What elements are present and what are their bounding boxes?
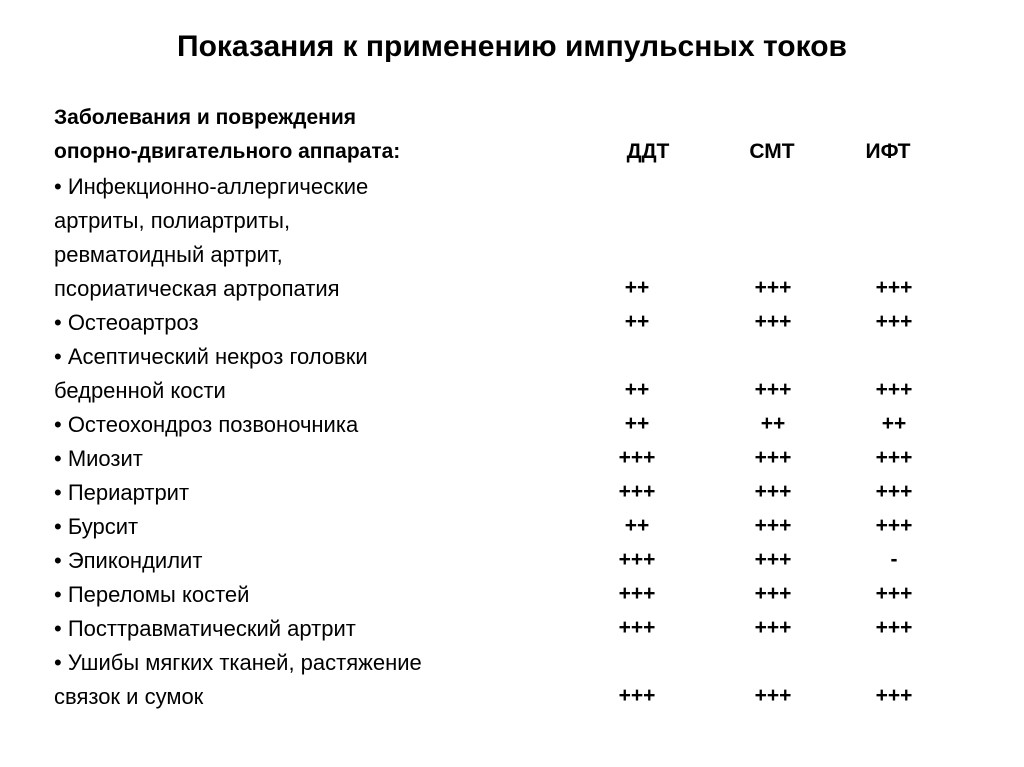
row-1-value-smt: +++: [754, 310, 792, 333]
row-10-line-0: • Ушибы мягких тканей, растяжение: [54, 650, 422, 675]
row-2-value-ift: +++: [875, 378, 913, 401]
row-0-value-smt: +++: [754, 276, 792, 299]
row-2-value-smt: +++: [754, 378, 792, 401]
row-6-value-smt: +++: [754, 514, 792, 537]
row-7-value-smt: +++: [754, 548, 792, 571]
row-0-line-0: • Инфекционно-аллергические: [54, 174, 369, 199]
row-9-value-smt: +++: [754, 616, 792, 639]
row-4-value-ddt: +++: [618, 446, 656, 469]
row-8-line-0: • Переломы костей: [54, 582, 250, 607]
row-5-line-0: • Периартрит: [54, 480, 190, 505]
row-3-value-smt: ++: [760, 412, 786, 435]
row-4-value-smt: +++: [754, 446, 792, 469]
row-1-value-ddt: ++: [624, 310, 650, 333]
row-5-value-smt: +++: [754, 480, 792, 503]
row-9-value-ddt: +++: [618, 616, 656, 639]
row-7-line-0: • Эпикондилит: [54, 548, 203, 573]
section-heading-line2: опорно-двигательного аппарата:: [54, 140, 401, 163]
row-6-line-0: • Бурсит: [54, 514, 139, 539]
row-0-line-1: артриты, полиартриты,: [54, 208, 291, 233]
row-2-line-1: бедренной кости: [54, 378, 226, 403]
column-header-smt: СМТ: [749, 140, 795, 163]
row-8-value-ift: +++: [875, 582, 913, 605]
column-header-ddt: ДДТ: [626, 140, 670, 163]
row-0-line-2: ревматоидный артрит,: [54, 242, 283, 267]
row-3-line-0: • Остеохондроз позвоночника: [54, 412, 359, 437]
row-4-value-ift: +++: [875, 446, 913, 469]
row-0-value-ift: +++: [875, 276, 913, 299]
column-header-ift: ИФТ: [865, 140, 911, 163]
row-8-value-smt: +++: [754, 582, 792, 605]
row-6-value-ift: +++: [875, 514, 913, 537]
row-3-value-ift: ++: [881, 412, 907, 435]
row-7-value-ddt: +++: [618, 548, 656, 571]
row-4-line-0: • Миозит: [54, 446, 143, 471]
row-5-value-ift: +++: [875, 480, 913, 503]
row-5-value-ddt: +++: [618, 480, 656, 503]
row-8-value-ddt: +++: [618, 582, 656, 605]
row-10-value-ift: +++: [875, 684, 913, 707]
row-10-value-ddt: +++: [618, 684, 656, 707]
row-3-value-ddt: ++: [624, 412, 650, 435]
row-0-line-3: псориатическая артропатия: [54, 276, 340, 301]
section-heading-line1: Заболевания и повреждения: [54, 106, 356, 129]
row-7-value-ift: -: [890, 548, 898, 571]
row-10-value-smt: +++: [754, 684, 792, 707]
row-1-value-ift: +++: [875, 310, 913, 333]
row-2-value-ddt: ++: [624, 378, 650, 401]
row-6-value-ddt: ++: [624, 514, 650, 537]
row-9-value-ift: +++: [875, 616, 913, 639]
row-10-line-1: связок и сумок: [54, 684, 204, 709]
row-1-line-0: • Остеоартроз: [54, 310, 199, 335]
row-0-value-ddt: ++: [624, 276, 650, 299]
row-2-line-0: • Асептический некроз головки: [54, 344, 368, 369]
page-title: Показания к применению импульсных токов: [177, 30, 847, 63]
row-9-line-0: • Посттравматический артрит: [54, 616, 356, 641]
